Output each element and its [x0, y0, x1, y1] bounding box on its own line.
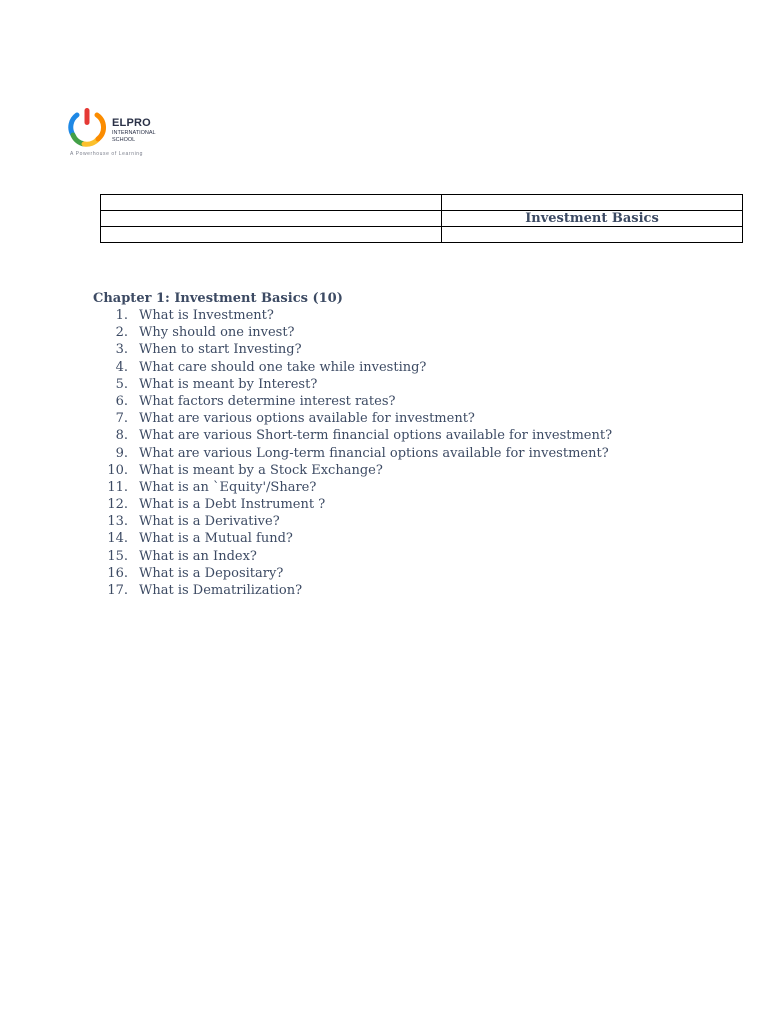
- item-number: 2.: [115, 325, 128, 341]
- chapter-title: Chapter 1: Investment Basics (10): [93, 291, 343, 306]
- list-item: [93, 359, 733, 376]
- item-number: 9.: [115, 445, 128, 461]
- header-cell-left-2: [101, 211, 442, 227]
- list-item: [93, 376, 733, 393]
- item-number: 11.: [107, 479, 128, 495]
- item-text: What are various Long-term financial options available for investment?: [139, 445, 609, 461]
- header-row-2: [101, 211, 743, 227]
- list-item: [93, 427, 733, 444]
- school-logo: [66, 106, 176, 162]
- list-item: [93, 548, 733, 565]
- list-item: [93, 410, 733, 427]
- item-number: 7.: [115, 411, 128, 427]
- list-item: [93, 341, 733, 358]
- item-text: What is Investment?: [139, 308, 274, 323]
- item-number: 4.: [115, 359, 128, 375]
- item-number: 5.: [115, 376, 128, 392]
- item-number: 15.: [107, 548, 128, 564]
- item-number: 12.: [107, 497, 128, 513]
- item-text: What is an `Equity'/Share?: [139, 479, 317, 495]
- item-text: What care should one take while investing?: [139, 359, 427, 375]
- logo-tagline: A Powerhouse of Learning: [70, 151, 144, 157]
- header-cell-left-3: [101, 227, 442, 243]
- item-text: What is meant by a Stock Exchange?: [139, 462, 383, 478]
- header-title: Investment Basics: [442, 211, 743, 227]
- list-item: [93, 445, 733, 462]
- item-number: 6.: [115, 393, 128, 409]
- list-item: [93, 324, 733, 341]
- item-text: What is a Depositary?: [139, 565, 284, 581]
- header-cell-right-1: [442, 195, 743, 211]
- list-item: [93, 462, 733, 479]
- item-number: 8.: [115, 428, 128, 444]
- power-ring-icon: [66, 106, 108, 148]
- item-text: What are various Short-term financial options available for investment?: [139, 428, 613, 444]
- chapter-section: [93, 290, 733, 599]
- logo-name: ELPRO: [112, 117, 151, 129]
- list-item: [93, 513, 733, 530]
- item-text: What are various options available for investment?: [139, 411, 475, 427]
- list-item: [93, 530, 733, 547]
- list-item: [93, 393, 733, 410]
- item-text: What is meant by Interest?: [139, 376, 318, 392]
- list-item: [93, 307, 733, 324]
- list-item: [93, 565, 733, 582]
- header-row-3: [101, 227, 743, 243]
- item-number: 1.: [115, 308, 128, 323]
- item-text: What is an Index?: [139, 548, 257, 564]
- header-table: [100, 194, 743, 243]
- item-text: What is a Debt Instrument ?: [139, 497, 326, 513]
- item-number: 3.: [115, 342, 128, 358]
- item-number: 16.: [107, 565, 128, 581]
- question-list: [93, 307, 733, 599]
- header-row-1: [101, 195, 743, 211]
- list-item: [93, 479, 733, 496]
- item-number: 13.: [107, 514, 128, 530]
- list-item: [93, 582, 733, 599]
- header-cell-right-3: [442, 227, 743, 243]
- item-text: What is a Derivative?: [139, 514, 280, 530]
- item-text: What factors determine interest rates?: [139, 393, 396, 409]
- header-cell-left-1: [101, 195, 442, 211]
- item-number: 10.: [107, 462, 128, 478]
- item-text: What is Dematrilization?: [139, 583, 303, 598]
- item-text: When to start Investing?: [139, 342, 302, 358]
- item-text: What is a Mutual fund?: [139, 531, 293, 547]
- item-number: 17.: [107, 583, 128, 598]
- item-text: Why should one invest?: [139, 325, 295, 341]
- item-number: 14.: [107, 531, 128, 547]
- logo-subtitle: INTERNATIONAL SCHOOL: [112, 130, 156, 143]
- list-item: [93, 496, 733, 513]
